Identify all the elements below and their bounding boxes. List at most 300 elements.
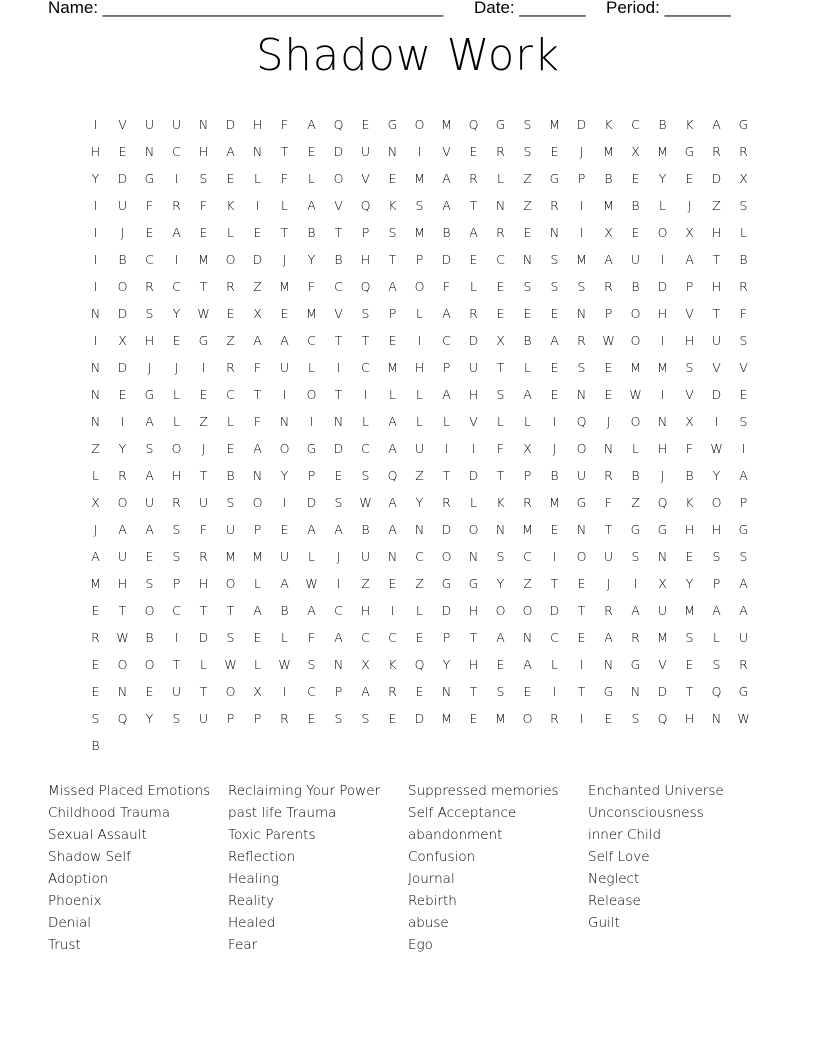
- grid-letter[interactable]: L: [740, 225, 747, 241]
- grid-letter[interactable]: U: [630, 252, 641, 268]
- grid-letter[interactable]: I: [336, 576, 341, 592]
- grid-letter[interactable]: T: [253, 387, 262, 403]
- grid-letter[interactable]: D: [333, 441, 344, 457]
- grid-letter[interactable]: Y: [172, 306, 181, 322]
- grid-letter[interactable]: N: [387, 549, 398, 565]
- grid-letter[interactable]: L: [281, 198, 288, 214]
- grid-letter[interactable]: G: [495, 117, 506, 133]
- grid-letter[interactable]: A: [334, 522, 343, 538]
- grid-letter[interactable]: V: [442, 144, 451, 160]
- grid-letter[interactable]: O: [522, 711, 533, 727]
- grid-letter[interactable]: I: [120, 414, 125, 430]
- grid-letter[interactable]: A: [604, 252, 613, 268]
- grid-letter[interactable]: A: [631, 603, 640, 619]
- grid-letter[interactable]: A: [253, 441, 262, 457]
- grid-letter[interactable]: S: [631, 711, 640, 727]
- grid-letter[interactable]: J: [552, 441, 557, 457]
- grid-letter[interactable]: O: [630, 333, 641, 349]
- grid-letter[interactable]: X: [253, 684, 262, 700]
- grid-letter[interactable]: P: [388, 306, 397, 322]
- grid-letter[interactable]: R: [172, 495, 181, 511]
- grid-letter[interactable]: Q: [360, 198, 371, 214]
- grid-letter[interactable]: B: [523, 333, 532, 349]
- grid-letter[interactable]: R: [550, 711, 559, 727]
- grid-letter[interactable]: R: [226, 279, 235, 295]
- grid-letter[interactable]: O: [576, 441, 587, 457]
- grid-letter[interactable]: R: [199, 549, 208, 565]
- grid-letter[interactable]: L: [389, 387, 396, 403]
- grid-letter[interactable]: S: [739, 198, 748, 214]
- grid-letter[interactable]: B: [280, 603, 289, 619]
- grid-letter[interactable]: N: [495, 522, 506, 538]
- grid-letter[interactable]: T: [685, 684, 694, 700]
- grid-letter[interactable]: D: [657, 684, 668, 700]
- grid-letter[interactable]: H: [144, 333, 155, 349]
- grid-letter[interactable]: D: [576, 117, 587, 133]
- grid-letter[interactable]: E: [469, 711, 478, 727]
- grid-letter[interactable]: N: [495, 198, 506, 214]
- grid-letter[interactable]: Y: [496, 576, 505, 592]
- grid-letter[interactable]: J: [336, 549, 341, 565]
- grid-letter[interactable]: E: [631, 225, 640, 241]
- grid-letter[interactable]: T: [712, 252, 721, 268]
- grid-letter[interactable]: I: [660, 252, 665, 268]
- grid-letter[interactable]: T: [334, 333, 343, 349]
- grid-letter[interactable]: Q: [117, 711, 128, 727]
- grid-letter[interactable]: T: [280, 144, 289, 160]
- grid-letter[interactable]: S: [523, 279, 532, 295]
- grid-letter[interactable]: O: [657, 225, 668, 241]
- grid-letter[interactable]: Y: [91, 171, 100, 187]
- grid-letter[interactable]: E: [388, 171, 397, 187]
- grid-letter[interactable]: S: [712, 549, 721, 565]
- grid-letter[interactable]: S: [172, 711, 181, 727]
- grid-letter[interactable]: E: [199, 387, 208, 403]
- grid-letter[interactable]: C: [361, 630, 370, 646]
- grid-letter[interactable]: P: [307, 468, 316, 484]
- grid-letter[interactable]: A: [712, 117, 721, 133]
- grid-letter[interactable]: O: [630, 414, 641, 430]
- grid-letter[interactable]: S: [685, 360, 694, 376]
- grid-letter[interactable]: H: [360, 252, 371, 268]
- grid-letter[interactable]: C: [523, 549, 532, 565]
- grid-letter[interactable]: G: [684, 144, 695, 160]
- grid-letter[interactable]: L: [281, 630, 288, 646]
- grid-letter[interactable]: L: [497, 171, 504, 187]
- grid-letter[interactable]: E: [415, 630, 424, 646]
- grid-letter[interactable]: C: [550, 630, 559, 646]
- grid-letter[interactable]: H: [468, 387, 479, 403]
- grid-letter[interactable]: E: [388, 711, 397, 727]
- grid-letter[interactable]: G: [306, 441, 317, 457]
- grid-letter[interactable]: G: [630, 657, 641, 673]
- grid-letter[interactable]: P: [442, 360, 451, 376]
- grid-letter[interactable]: S: [496, 549, 505, 565]
- grid-letter[interactable]: K: [388, 657, 397, 673]
- grid-letter[interactable]: O: [468, 522, 479, 538]
- grid-letter[interactable]: I: [552, 684, 557, 700]
- grid-letter[interactable]: B: [658, 117, 667, 133]
- grid-letter[interactable]: H: [711, 522, 722, 538]
- grid-letter[interactable]: S: [523, 117, 532, 133]
- grid-letter[interactable]: Z: [523, 576, 532, 592]
- grid-letter[interactable]: Y: [712, 468, 721, 484]
- grid-letter[interactable]: K: [226, 198, 235, 214]
- grid-letter[interactable]: L: [416, 603, 423, 619]
- grid-letter[interactable]: D: [468, 468, 479, 484]
- grid-letter[interactable]: J: [147, 360, 152, 376]
- grid-letter[interactable]: I: [93, 333, 98, 349]
- grid-letter[interactable]: L: [416, 306, 423, 322]
- grid-letter[interactable]: G: [657, 522, 668, 538]
- grid-letter[interactable]: H: [657, 306, 668, 322]
- grid-letter[interactable]: A: [442, 198, 451, 214]
- grid-letter[interactable]: A: [739, 468, 748, 484]
- grid-letter[interactable]: S: [496, 387, 505, 403]
- grid-letter[interactable]: M: [657, 144, 668, 160]
- grid-letter[interactable]: E: [118, 144, 127, 160]
- grid-letter[interactable]: U: [279, 549, 290, 565]
- grid-letter[interactable]: D: [441, 603, 452, 619]
- grid-letter[interactable]: H: [468, 657, 479, 673]
- grid-letter[interactable]: M: [495, 711, 506, 727]
- grid-letter[interactable]: M: [576, 252, 587, 268]
- grid-letter[interactable]: U: [117, 549, 128, 565]
- grid-letter[interactable]: A: [496, 630, 505, 646]
- grid-letter[interactable]: Y: [442, 657, 451, 673]
- grid-letter[interactable]: H: [684, 333, 695, 349]
- grid-letter[interactable]: N: [576, 522, 587, 538]
- grid-letter[interactable]: V: [334, 198, 343, 214]
- grid-letter[interactable]: O: [144, 657, 155, 673]
- grid-letter[interactable]: M: [684, 603, 695, 619]
- grid-letter[interactable]: Y: [280, 468, 289, 484]
- grid-letter[interactable]: I: [579, 657, 584, 673]
- grid-letter[interactable]: T: [280, 225, 289, 241]
- grid-letter[interactable]: S: [631, 549, 640, 565]
- grid-letter[interactable]: S: [496, 684, 505, 700]
- grid-letter[interactable]: G: [549, 171, 560, 187]
- grid-letter[interactable]: I: [93, 198, 98, 214]
- grid-letter[interactable]: E: [91, 603, 100, 619]
- grid-letter[interactable]: W: [116, 630, 129, 646]
- grid-letter[interactable]: T: [361, 333, 370, 349]
- grid-letter[interactable]: M: [630, 360, 641, 376]
- grid-letter[interactable]: C: [226, 387, 235, 403]
- grid-letter[interactable]: E: [496, 279, 505, 295]
- grid-letter[interactable]: I: [579, 225, 584, 241]
- grid-letter[interactable]: F: [496, 441, 505, 457]
- grid-letter[interactable]: Z: [631, 495, 640, 511]
- grid-letter[interactable]: N: [576, 306, 587, 322]
- grid-letter[interactable]: M: [603, 144, 614, 160]
- grid-letter[interactable]: O: [252, 495, 263, 511]
- grid-letter[interactable]: B: [361, 522, 370, 538]
- grid-letter[interactable]: T: [550, 576, 559, 592]
- grid-letter[interactable]: C: [307, 333, 316, 349]
- grid-letter[interactable]: N: [90, 387, 101, 403]
- grid-letter[interactable]: I: [660, 387, 665, 403]
- grid-letter[interactable]: E: [523, 306, 532, 322]
- grid-letter[interactable]: L: [227, 225, 234, 241]
- grid-letter[interactable]: G: [738, 684, 749, 700]
- grid-letter[interactable]: O: [333, 171, 344, 187]
- grid-letter[interactable]: M: [198, 252, 209, 268]
- grid-letter[interactable]: J: [174, 360, 179, 376]
- grid-letter[interactable]: L: [200, 657, 207, 673]
- grid-letter[interactable]: R: [604, 603, 613, 619]
- grid-letter[interactable]: Q: [657, 711, 668, 727]
- grid-letter[interactable]: Z: [415, 576, 424, 592]
- grid-letter[interactable]: E: [388, 576, 397, 592]
- grid-letter[interactable]: E: [523, 225, 532, 241]
- grid-letter[interactable]: A: [685, 252, 694, 268]
- grid-letter[interactable]: N: [333, 657, 344, 673]
- grid-letter[interactable]: A: [469, 225, 478, 241]
- grid-letter[interactable]: Z: [415, 468, 424, 484]
- grid-letter[interactable]: M: [252, 549, 263, 565]
- grid-letter[interactable]: Z: [253, 279, 262, 295]
- grid-letter[interactable]: D: [711, 171, 722, 187]
- grid-letter[interactable]: A: [307, 117, 316, 133]
- grid-letter[interactable]: L: [497, 414, 504, 430]
- grid-letter[interactable]: A: [442, 171, 451, 187]
- grid-letter[interactable]: G: [144, 171, 155, 187]
- grid-letter[interactable]: B: [550, 468, 559, 484]
- grid-letter[interactable]: C: [307, 684, 316, 700]
- grid-letter[interactable]: S: [91, 711, 100, 727]
- grid-letter[interactable]: B: [226, 468, 235, 484]
- grid-letter[interactable]: V: [469, 414, 478, 430]
- grid-letter[interactable]: R: [388, 684, 397, 700]
- grid-letter[interactable]: L: [173, 387, 180, 403]
- grid-letter[interactable]: M: [441, 711, 452, 727]
- grid-letter[interactable]: A: [280, 576, 289, 592]
- grid-letter[interactable]: P: [604, 306, 613, 322]
- grid-letter[interactable]: B: [91, 738, 100, 754]
- grid-letter[interactable]: A: [118, 522, 127, 538]
- grid-letter[interactable]: V: [658, 657, 667, 673]
- grid-letter[interactable]: A: [388, 495, 397, 511]
- grid-letter[interactable]: E: [523, 684, 532, 700]
- grid-letter[interactable]: E: [226, 441, 235, 457]
- grid-letter[interactable]: R: [523, 495, 532, 511]
- grid-letter[interactable]: X: [523, 441, 532, 457]
- grid-letter[interactable]: X: [253, 306, 262, 322]
- grid-letter[interactable]: T: [577, 684, 586, 700]
- grid-letter[interactable]: F: [145, 198, 154, 214]
- grid-letter[interactable]: N: [90, 414, 101, 430]
- grid-letter[interactable]: T: [199, 603, 208, 619]
- grid-letter[interactable]: M: [306, 306, 317, 322]
- grid-letter[interactable]: A: [334, 630, 343, 646]
- grid-letter[interactable]: C: [172, 144, 181, 160]
- grid-letter[interactable]: Z: [712, 198, 721, 214]
- grid-letter[interactable]: E: [118, 387, 127, 403]
- grid-letter[interactable]: S: [685, 630, 694, 646]
- grid-letter[interactable]: Q: [414, 657, 425, 673]
- grid-letter[interactable]: D: [441, 252, 452, 268]
- grid-letter[interactable]: W: [737, 711, 750, 727]
- grid-letter[interactable]: R: [739, 657, 748, 673]
- grid-letter[interactable]: I: [282, 495, 287, 511]
- grid-letter[interactable]: A: [145, 522, 154, 538]
- grid-letter[interactable]: C: [334, 603, 343, 619]
- grid-letter[interactable]: D: [117, 171, 128, 187]
- grid-letter[interactable]: S: [145, 441, 154, 457]
- grid-letter[interactable]: V: [685, 387, 694, 403]
- grid-letter[interactable]: J: [606, 414, 611, 430]
- grid-letter[interactable]: I: [471, 441, 476, 457]
- grid-letter[interactable]: A: [307, 198, 316, 214]
- grid-letter[interactable]: K: [388, 198, 397, 214]
- grid-letter[interactable]: L: [470, 279, 477, 295]
- grid-letter[interactable]: I: [741, 441, 746, 457]
- grid-letter[interactable]: A: [361, 684, 370, 700]
- grid-letter[interactable]: O: [171, 441, 182, 457]
- grid-letter[interactable]: L: [227, 414, 234, 430]
- grid-letter[interactable]: D: [306, 495, 317, 511]
- grid-letter[interactable]: E: [550, 360, 559, 376]
- grid-letter[interactable]: A: [388, 441, 397, 457]
- grid-letter[interactable]: E: [469, 144, 478, 160]
- grid-letter[interactable]: F: [604, 495, 613, 511]
- grid-letter[interactable]: E: [550, 387, 559, 403]
- grid-letter[interactable]: C: [145, 252, 154, 268]
- grid-letter[interactable]: P: [172, 576, 181, 592]
- grid-letter[interactable]: R: [145, 279, 154, 295]
- grid-letter[interactable]: E: [226, 171, 235, 187]
- grid-letter[interactable]: T: [226, 603, 235, 619]
- grid-letter[interactable]: H: [684, 711, 695, 727]
- grid-letter[interactable]: F: [280, 171, 289, 187]
- grid-letter[interactable]: M: [657, 630, 668, 646]
- grid-letter[interactable]: L: [524, 360, 531, 376]
- grid-letter[interactable]: A: [226, 144, 235, 160]
- grid-letter[interactable]: B: [685, 468, 694, 484]
- grid-letter[interactable]: K: [685, 495, 694, 511]
- grid-letter[interactable]: E: [280, 306, 289, 322]
- grid-letter[interactable]: O: [225, 576, 236, 592]
- grid-letter[interactable]: R: [469, 171, 478, 187]
- grid-letter[interactable]: I: [417, 144, 422, 160]
- grid-letter[interactable]: C: [334, 279, 343, 295]
- grid-letter[interactable]: N: [603, 441, 614, 457]
- grid-letter[interactable]: E: [388, 333, 397, 349]
- grid-letter[interactable]: U: [144, 495, 155, 511]
- grid-letter[interactable]: A: [523, 657, 532, 673]
- grid-letter[interactable]: O: [522, 603, 533, 619]
- grid-letter[interactable]: H: [171, 468, 182, 484]
- grid-letter[interactable]: N: [522, 630, 533, 646]
- grid-letter[interactable]: I: [336, 360, 341, 376]
- grid-letter[interactable]: N: [711, 711, 722, 727]
- grid-letter[interactable]: N: [657, 414, 668, 430]
- grid-letter[interactable]: U: [603, 549, 614, 565]
- grid-letter[interactable]: K: [496, 495, 505, 511]
- grid-letter[interactable]: H: [360, 603, 371, 619]
- grid-letter[interactable]: E: [226, 306, 235, 322]
- grid-letter[interactable]: M: [90, 576, 101, 592]
- grid-letter[interactable]: H: [198, 144, 209, 160]
- grid-letter[interactable]: J: [93, 522, 98, 538]
- grid-letter[interactable]: Q: [387, 468, 398, 484]
- name-field[interactable]: Name: ____________________________________: [48, 0, 444, 17]
- grid-letter[interactable]: E: [685, 657, 694, 673]
- grid-letter[interactable]: E: [496, 306, 505, 322]
- grid-letter[interactable]: W: [278, 657, 291, 673]
- grid-letter[interactable]: P: [685, 279, 694, 295]
- grid-letter[interactable]: B: [631, 468, 640, 484]
- grid-letter[interactable]: C: [442, 333, 451, 349]
- grid-letter[interactable]: I: [282, 684, 287, 700]
- grid-letter[interactable]: E: [685, 171, 694, 187]
- grid-letter[interactable]: T: [604, 522, 613, 538]
- grid-letter[interactable]: B: [145, 630, 154, 646]
- grid-letter[interactable]: R: [442, 495, 451, 511]
- grid-letter[interactable]: E: [550, 144, 559, 160]
- grid-letter[interactable]: O: [441, 549, 452, 565]
- grid-letter[interactable]: C: [361, 360, 370, 376]
- grid-letter[interactable]: L: [659, 198, 666, 214]
- grid-letter[interactable]: S: [577, 360, 586, 376]
- grid-letter[interactable]: U: [225, 522, 236, 538]
- grid-letter[interactable]: Z: [361, 576, 370, 592]
- grid-letter[interactable]: J: [606, 576, 611, 592]
- grid-letter[interactable]: G: [144, 387, 155, 403]
- grid-letter[interactable]: E: [172, 333, 181, 349]
- grid-letter[interactable]: F: [307, 630, 316, 646]
- grid-letter[interactable]: U: [198, 495, 209, 511]
- grid-letter[interactable]: J: [120, 225, 125, 241]
- grid-letter[interactable]: G: [603, 684, 614, 700]
- grid-letter[interactable]: F: [442, 279, 451, 295]
- grid-letter[interactable]: T: [469, 630, 478, 646]
- grid-letter[interactable]: E: [91, 657, 100, 673]
- grid-letter[interactable]: S: [334, 711, 343, 727]
- grid-letter[interactable]: T: [334, 387, 343, 403]
- grid-letter[interactable]: J: [201, 441, 206, 457]
- grid-letter[interactable]: O: [144, 603, 155, 619]
- grid-letter[interactable]: U: [171, 684, 182, 700]
- grid-letter[interactable]: V: [118, 117, 127, 133]
- grid-letter[interactable]: N: [603, 657, 614, 673]
- grid-letter[interactable]: B: [442, 225, 451, 241]
- grid-letter[interactable]: J: [687, 198, 692, 214]
- grid-letter[interactable]: A: [91, 549, 100, 565]
- grid-letter[interactable]: A: [739, 576, 748, 592]
- grid-letter[interactable]: M: [549, 495, 560, 511]
- grid-letter[interactable]: D: [117, 360, 128, 376]
- grid-letter[interactable]: Q: [576, 414, 587, 430]
- grid-letter[interactable]: N: [198, 117, 209, 133]
- grid-letter[interactable]: T: [496, 468, 505, 484]
- grid-letter[interactable]: N: [333, 414, 344, 430]
- grid-letter[interactable]: I: [390, 603, 395, 619]
- grid-letter[interactable]: H: [414, 360, 425, 376]
- grid-letter[interactable]: A: [307, 603, 316, 619]
- grid-letter[interactable]: H: [252, 117, 263, 133]
- grid-letter[interactable]: P: [226, 711, 235, 727]
- grid-letter[interactable]: L: [470, 495, 477, 511]
- grid-letter[interactable]: S: [361, 468, 370, 484]
- grid-letter[interactable]: Q: [468, 117, 479, 133]
- grid-letter[interactable]: X: [118, 333, 127, 349]
- grid-letter[interactable]: I: [579, 198, 584, 214]
- grid-letter[interactable]: S: [145, 576, 154, 592]
- grid-letter[interactable]: A: [739, 603, 748, 619]
- grid-letter[interactable]: X: [361, 657, 370, 673]
